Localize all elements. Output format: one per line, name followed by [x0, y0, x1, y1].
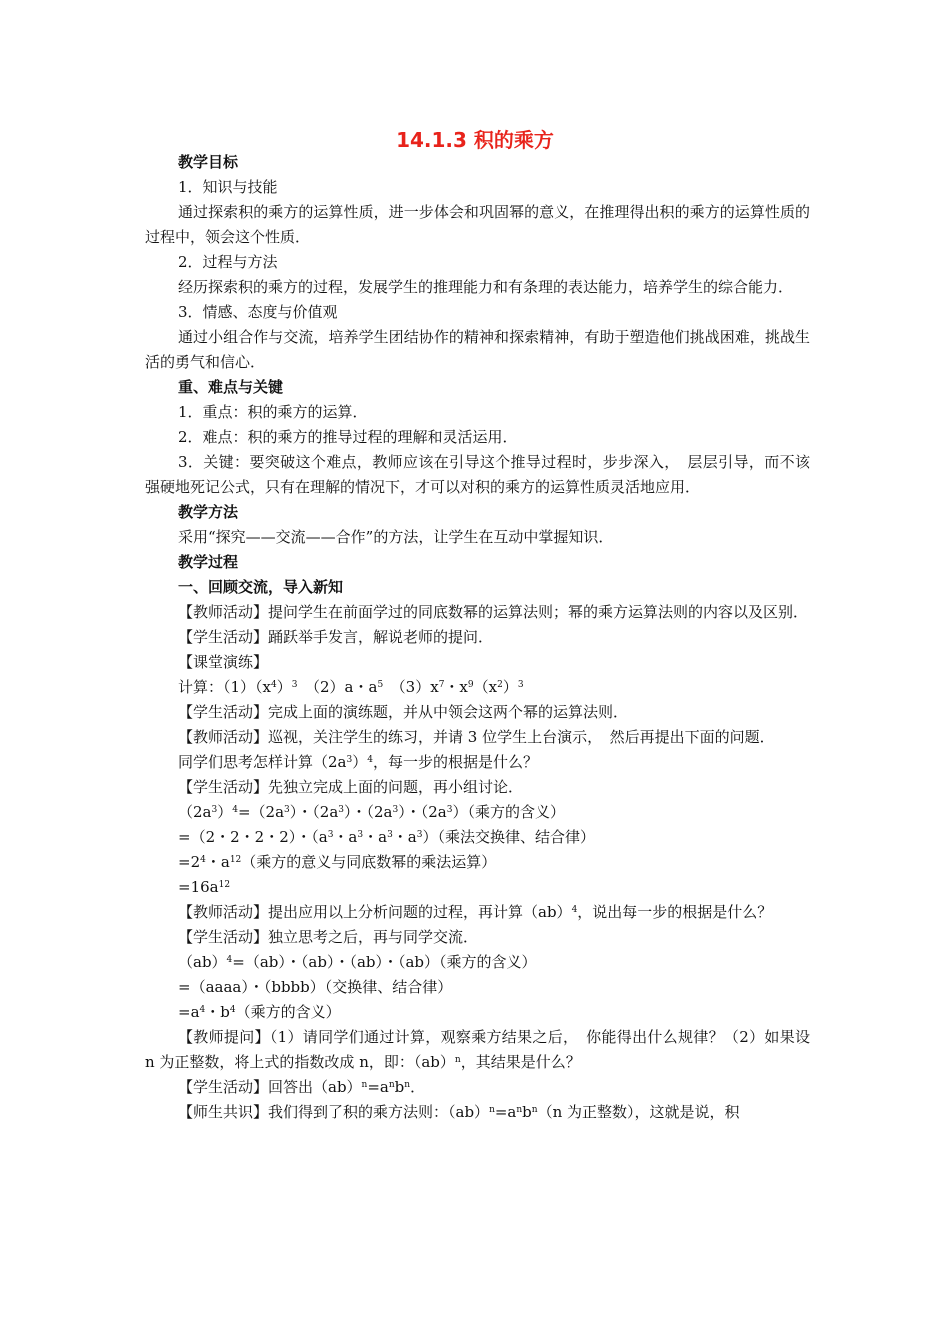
expansion-line-3: $=a^4$・$b^4$（乘方的含义） — [178, 1003, 341, 1021]
derivation-line-3: $=2^4$・$a^{12}$（乘方的意义与同底数幂的乘法运算） — [178, 853, 497, 871]
document-body — [145, 150, 810, 1125]
consensus: 【师生共识】我们得到了积的乘方法则：$(ab)^n=a^nb^n(n$ 为正整数），这就是说，积 — [178, 1103, 740, 1121]
goal-3-text: 通过小组合作与交流，培养学生团结协作的精神和探索精神，有助于塑造他们挑战困难，挑战生活的勇气和信心． — [145, 328, 810, 371]
method-heading: 教学方法 — [178, 503, 239, 521]
method-text: 采用“探究——交流——合作”的方法，让学生在互动中掌握知识． — [178, 528, 614, 546]
teacher-activity-1: 【教师活动】提问学生在前面学过的同底数幂的运算法则；幂的乘方运算法则的内容以及区别． — [178, 603, 809, 621]
expansion-line-1: （ab）$^4$=（ab）・（ab）・（ab）・（ab）（乘方的含义） — [178, 953, 537, 971]
derivation-line-2: =（2・2・2・2）・（$a^3$・$a^3$・$a^3$・$a^3$）（乘法交换律、结合律） — [178, 828, 595, 846]
goal-2-label: 2．过程与方法 — [178, 253, 278, 271]
practice-label: 【课堂演练】 — [178, 653, 269, 671]
goal-1-label: 1．知识与技能 — [178, 178, 278, 196]
expansion-line-2: =（aaaa）・（bbbb）（交换律、结合律） — [178, 978, 453, 996]
student-activity-5: 【学生活动】回答出$(ab)^n=a^nb^n$． — [178, 1078, 426, 1096]
key-point-1: 1．重点：积的乘方的运算． — [178, 403, 368, 421]
student-activity-4: 【学生活动】独立思考之后，再与同学交流． — [178, 928, 479, 946]
key-point-3: 3．关键：要突破这个难点，教师应该在引导这个推导过程时，步步深入， 层层引导，而不该强硬地死记公式，只有在理解的情况下，才可以对积的乘方的运算性质灵活地应用． — [145, 453, 810, 496]
derivation-line-1: $(2a^3)^4=(2a^3)$・$(2a^3)$・$(2a^3)$・$(2a^3)$（乘方的含义） — [178, 803, 565, 821]
student-activity-1: 【学生活动】踊跃举手发言，解说老师的提问． — [178, 628, 494, 646]
teacher-activity-2: 【教师活动】巡视，关注学生的练习，并请 3 位学生上台演示， 然后再提出下面的问题． — [178, 728, 775, 746]
derivation-line-4: $=16a^{12}$ — [178, 878, 231, 896]
calc-exercise: 计算：$(1)(x^4)^3$ （2）a・$a^5$ $(3)x^7$・$x^9(x^2)^3$ — [178, 678, 524, 696]
student-activity-3: 【学生活动】先独立完成上面的问题，再小组讨论． — [178, 778, 524, 796]
goal-3-label: 3．情感、态度与价值观 — [178, 303, 338, 321]
document-title: 14.1.3 积的乘方 — [396, 128, 554, 152]
goal-2-text: 经历探索积的乘方的过程，发展学生的推理能力和有条理的表达能力，培养学生的综合能力． — [178, 278, 794, 296]
goals-heading: 教学目标 — [178, 153, 239, 171]
key-point-2: 2．难点：积的乘方的推导过程的理解和灵活运用． — [178, 428, 518, 446]
key-points-heading: 重、难点与关键 — [178, 378, 284, 396]
teacher-question: 【教师提问】（1）请同学们通过计算，观察乘方结果之后， 你能得出什么规律？（2）如果设 n 为正整数，将上式的指数改成 n，即：（ab）$^n$，其结果是什么？ — [145, 1028, 810, 1071]
teacher-activity-3: 【教师活动】提出应用以上分析问题的过程，再计算（ab）$^4$，说出每一步的根据是什么？ — [178, 903, 773, 921]
question-1: 同学们思考怎样计算$(2a^3)^4$，每一步的根据是什么？ — [178, 753, 538, 771]
section-1-heading: 一、回顾交流，导入新知 — [178, 578, 344, 596]
student-activity-2: 【学生活动】完成上面的演练题，并从中领会这两个幂的运算法则． — [178, 703, 629, 721]
process-heading: 教学过程 — [178, 553, 239, 571]
goal-1-text: 通过探索积的乘方的运算性质，进一步体会和巩固幂的意义，在推理得出积的乘方的运算性质的过程中，领会这个性质． — [145, 203, 810, 246]
